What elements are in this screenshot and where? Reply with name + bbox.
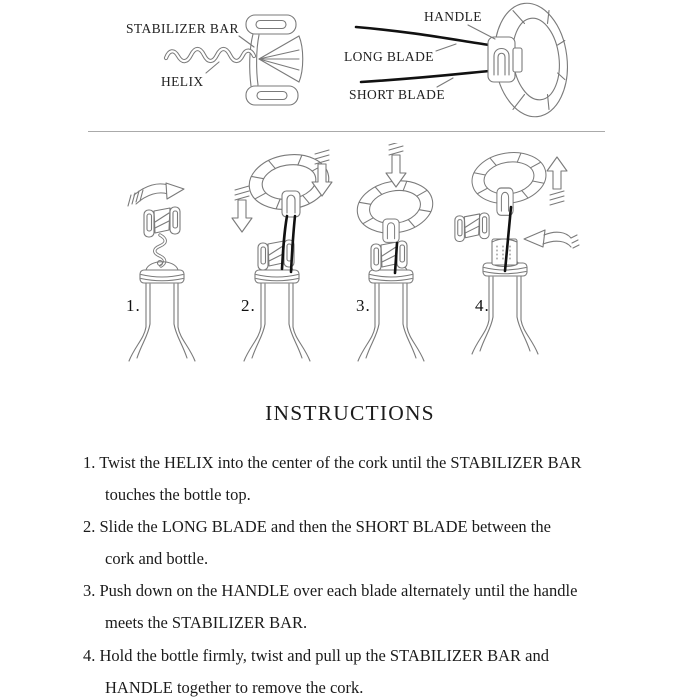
step-2-illustration	[232, 149, 333, 361]
instructions-heading: INSTRUCTIONS	[265, 401, 435, 425]
puller-hub	[383, 219, 399, 242]
instruction-item	[83, 447, 643, 511]
step-3-number: 3.	[356, 296, 371, 315]
short-blade-pointer-line	[437, 78, 453, 87]
corkscrew-figure	[126, 15, 303, 105]
bottle	[129, 270, 195, 361]
rotate-arrow-icon	[128, 183, 184, 206]
instruction-item	[83, 511, 643, 575]
short-blade-label: SHORT BLADE	[349, 87, 445, 102]
instruction-line: meets the STABILIZER BAR.	[105, 613, 308, 633]
section-divider	[88, 131, 605, 132]
cork	[492, 239, 517, 265]
puller-figure	[344, 0, 574, 121]
long-blade-label: LONG BLADE	[344, 49, 434, 64]
stabilizer-bar-top-cap	[246, 15, 296, 34]
long-blade-line	[356, 27, 489, 45]
instruction-line: touches the bottle top.	[105, 485, 251, 505]
steps-diagram	[0, 143, 700, 390]
handle-pointer-line	[468, 25, 495, 39]
instructions-list	[83, 447, 643, 700]
instruction-line: 1. Twist the HELIX into the center of the cork until the STABILIZER BAR	[83, 453, 582, 472]
helix-coil	[166, 49, 254, 61]
helix-label: HELIX	[161, 74, 204, 89]
instruction-line: HANDLE together to remove the cork.	[105, 677, 364, 697]
step-2-number: 2.	[241, 296, 256, 315]
helix-pointer-line	[206, 62, 219, 73]
long-blade-pointer-line	[436, 44, 456, 51]
instruction-line: cork and bottle.	[105, 549, 209, 569]
short-blade-line	[361, 71, 489, 82]
instruction-line: 3. Push down on the HANDLE over each blade alternately until the handle	[83, 581, 578, 601]
corkscrew-body	[144, 207, 180, 237]
step-1-number: 1.	[126, 296, 141, 315]
bottle	[244, 270, 310, 361]
handle-label: HANDLE	[424, 9, 482, 24]
stabilizer-bar-label: STABILIZER BAR	[126, 21, 239, 36]
step-4-number: 4.	[475, 296, 490, 315]
stabilizer-bar-bottom-cap	[246, 86, 298, 105]
puller-hub	[282, 191, 300, 217]
bottle	[358, 270, 424, 361]
corkscrew-body	[258, 240, 294, 270]
down-arrow-icon	[232, 186, 252, 232]
instruction-line: 2. Slide the LONG BLADE and then the SHORT BLADE between the	[83, 517, 551, 537]
step-3-illustration	[353, 143, 437, 361]
twist-left-arrow-icon	[524, 230, 579, 248]
parts-diagram	[0, 0, 700, 143]
step-1-illustration	[126, 183, 195, 361]
up-arrow-icon	[547, 157, 567, 205]
corkscrew-body	[455, 213, 489, 242]
instruction-item	[83, 640, 643, 700]
corkscrew-body	[371, 241, 407, 271]
instruction-item	[83, 575, 643, 639]
instruction-line: 4. Hold the bottle firmly, twist and pull up the STABILIZER BAR and	[83, 645, 549, 665]
step-4-illustration	[455, 147, 579, 354]
puller-hub	[488, 37, 515, 82]
